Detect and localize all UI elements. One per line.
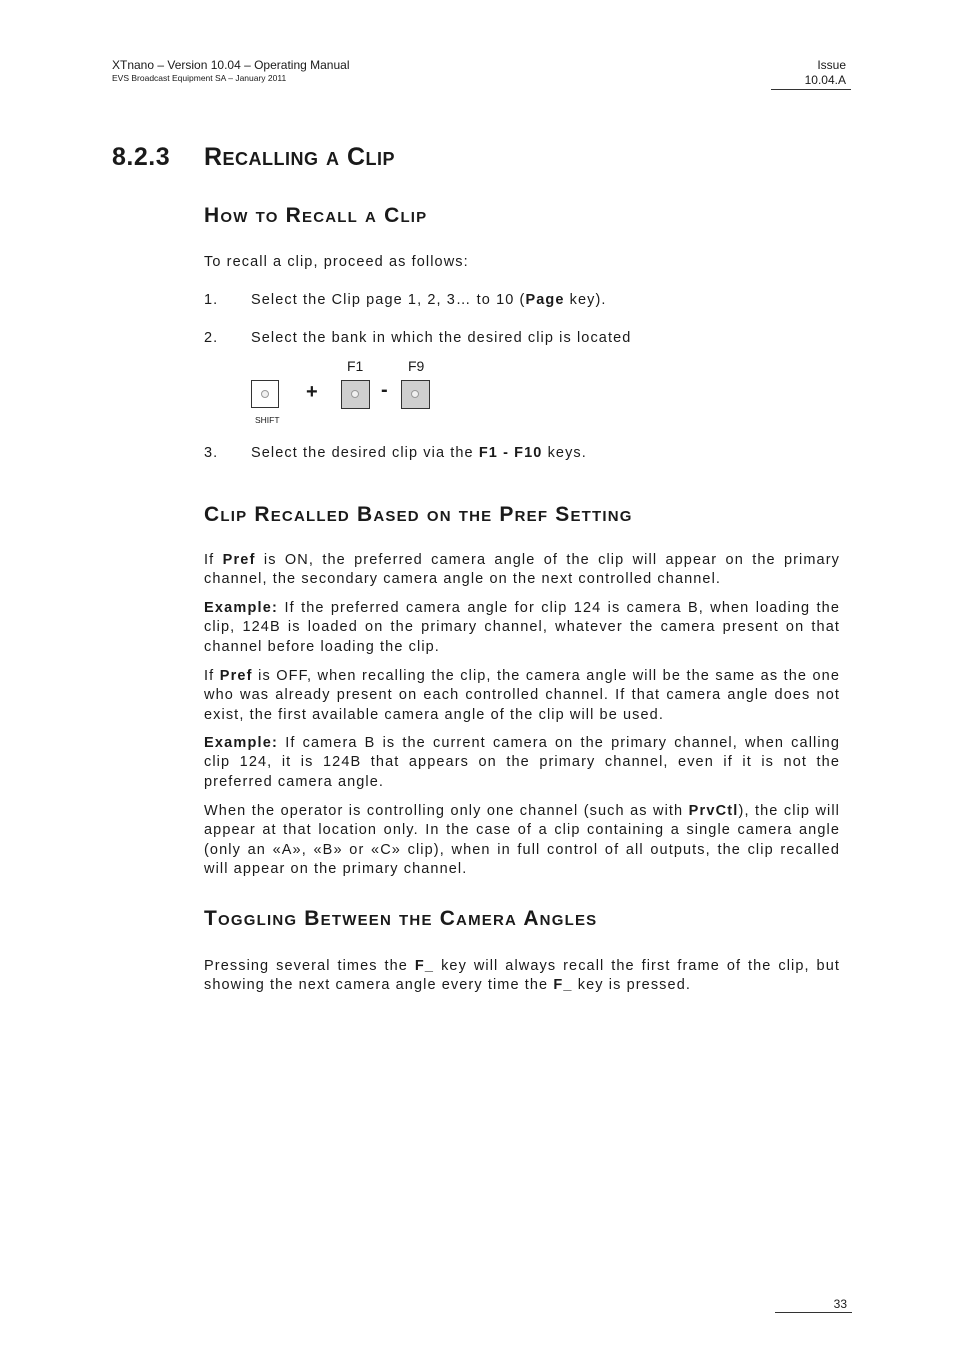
section-title: Recalling a Clip (204, 143, 395, 171)
issue-box (771, 58, 851, 90)
page-number: 33 (833, 1297, 847, 1311)
subheading-toggling: Toggling Between the Camera Angles (204, 907, 598, 930)
key-combination-diagram (250, 358, 450, 430)
plus-sign: + (306, 381, 318, 403)
step-text: Select the bank in which the desired clip is located (251, 330, 632, 346)
range-dash: - (381, 379, 388, 401)
pref-on-paragraph: If Pref is ON, the preferred camera angle of the clip will appear on the primary channel, the secondary camera angle on the next controlled channel. (204, 552, 841, 588)
toggling-paragraph: Pressing several times the F_ key will always recall the first frame of the clip, but showing the next camera angle every time the F_ key is pressed. (204, 958, 840, 994)
step-text: Select the Clip page 1, 2, 3… to 10 (Page key). (251, 292, 607, 308)
key-led-icon (411, 390, 419, 398)
pref-off-paragraph: If Pref is OFF, when recalling the clip, the camera angle will be the same as the one who was already present on each controlled channel. If that camera angle does not exist, the first available camera angle of the clip will be used. (204, 668, 840, 723)
shift-key-label: SHIFT (255, 415, 280, 425)
issue-value: 10.04.A (804, 73, 846, 87)
page-header (112, 58, 350, 84)
example-1-paragraph: Example: If the preferred camera angle for clip 124 is camera B, when loading the clip, 124B is loaded on the primary channel, whatever the camera present on that channel before loading the clip. (204, 600, 840, 655)
example-2-paragraph: Example: If camera B is the current camera on the primary channel, when calling clip 124, it is 124B that appears on the primary channel, even if it is not the preferred camera angle. (204, 735, 840, 790)
intro-paragraph: To recall a clip, proceed as follows: (204, 254, 469, 270)
section-number: 8.2.3 (112, 143, 171, 171)
subheading-how-to-recall: How to Recall a Clip (204, 204, 428, 227)
step-number: 2. (204, 330, 219, 346)
step-text: Select the desired clip via the F1 - F10 keys. (251, 445, 587, 461)
f9-key-label: F9 (408, 358, 425, 374)
section-heading (112, 143, 395, 172)
key-led-icon (351, 390, 359, 398)
f9-key (401, 380, 430, 409)
f1-key-label: F1 (347, 358, 364, 374)
f1-key (341, 380, 370, 409)
step-number: 1. (204, 292, 219, 308)
manual-title: XTnano – Version 10.04 – Operating Manual (112, 58, 350, 72)
step-number: 3. (204, 445, 219, 461)
manual-subtitle: EVS Broadcast Equipment SA – January 2011 (112, 73, 287, 83)
issue-label: Issue (817, 58, 846, 72)
subheading-pref-setting: Clip Recalled Based on the Pref Setting (204, 503, 633, 526)
single-channel-paragraph: When the operator is controlling only one channel (such as with PrvCtl), the clip will appear at that location only. In the case of a clip containing a single camera angle (only an «A», «B» or «C» clip), when in full control of all outputs, the clip recalled will appear on the primary channel. (204, 803, 841, 877)
page-footer (775, 1297, 852, 1313)
key-led-icon (261, 390, 269, 398)
shift-key (251, 380, 279, 408)
